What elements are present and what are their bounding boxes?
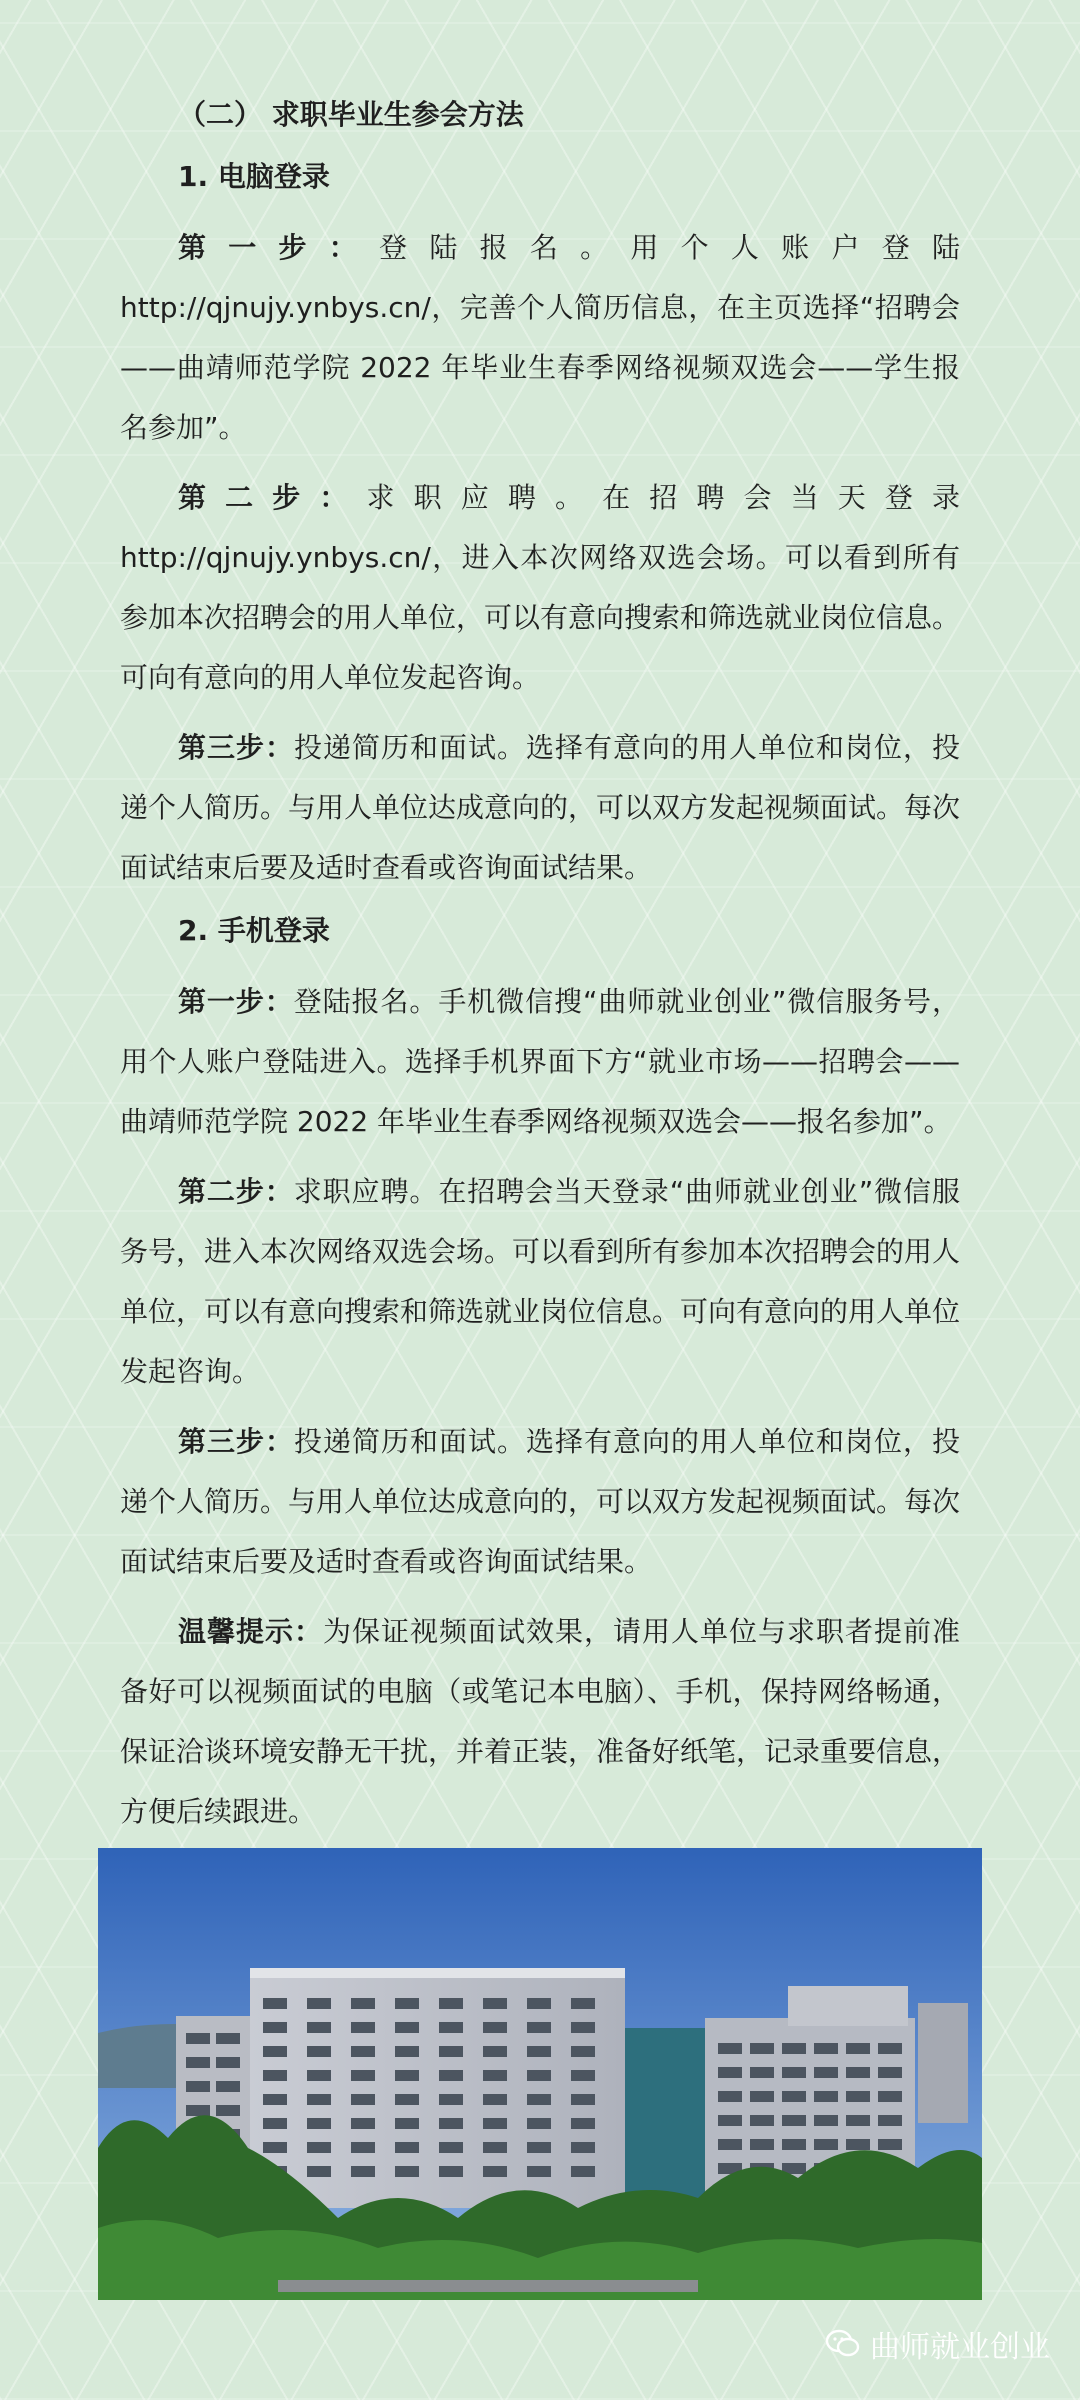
window [527,2166,551,2177]
window [186,2033,210,2044]
window [750,2091,774,2102]
window [782,2067,806,2078]
window [395,2094,419,2105]
window [782,2139,806,2150]
window [718,2067,742,2078]
window [483,2166,507,2177]
window [878,2043,902,2054]
window [351,1998,375,2009]
wechat-icon [826,2329,860,2359]
window [351,2142,375,2153]
window [395,2022,419,2033]
window [439,2022,463,2033]
step-text: 登陆报名。手机微信搜“曲师就业创业”微信服务号，用个人账户登陆进入。选择手机界面下方“就业市场——招聘会——曲靖师范学院 2022 年毕业生春季网络视频双选会——报名参加”。 [120,985,960,1138]
step-label: 第一步： [178,231,380,264]
pc-step-2 [120,468,960,708]
mobile-step-1 [120,972,960,1152]
tip-label: 温馨提示： [178,1615,323,1648]
window [307,2094,331,2105]
window [216,2057,240,2068]
window [750,2115,774,2126]
window [571,2094,595,2105]
window [307,2022,331,2033]
window [846,2115,870,2126]
window [351,2094,375,2105]
window [527,2070,551,2081]
window [571,2118,595,2129]
window [878,2115,902,2126]
glass-atrium [625,2028,705,2208]
step-text: 登陆报名。用个人账户登陆 http://qjnujy.ynbys.cn/，完善个人简历信息，在主页选择“招聘会——曲靖师范学院 2022 年毕业生春季网络视频双选会——学生报名参加”。 [120,231,960,444]
window [439,2142,463,2153]
window [395,2142,419,2153]
mobile-login-title: 2. 手机登录 [178,914,330,947]
window [307,2142,331,2153]
footer-brand [826,2322,1050,2366]
window [395,2118,419,2129]
pc-step-3 [120,718,960,898]
step-text: 求职应聘。在招聘会当天登录“曲师就业创业”微信服务号，进入本次网络双选会场。可以看到所有参加本次招聘会的用人单位，可以有意向搜索和筛选就业岗位信息。可向有意向的用人单位发起咨询。 [120,1175,961,1388]
window [439,2070,463,2081]
step-label: 第三步： [178,1425,294,1458]
window [527,2118,551,2129]
window [483,2022,507,2033]
window [307,2118,331,2129]
window [263,2118,287,2129]
pc-step-1 [120,218,960,458]
window [439,1998,463,2009]
pc-login-title: 1. 电脑登录 [178,160,330,193]
window [571,2022,595,2033]
window [527,1998,551,2009]
step-text: 求职应聘。在招聘会当天登录 http://qjnujy.ynbys.cn/，进入本次网络双选会场。可以看到所有参加本次招聘会的用人单位，可以有意向搜索和筛选就业岗位信息。可向有意向的用人单位发起咨询。 [120,481,961,694]
window [846,2067,870,2078]
article-body [120,92,960,1852]
step-label: 第一步： [178,985,294,1018]
window [846,2043,870,2054]
window [307,2070,331,2081]
step-label: 第二步： [178,481,367,514]
window [750,2139,774,2150]
tip-paragraph [120,1602,960,1842]
window [263,2142,287,2153]
window [750,2067,774,2078]
campus-photo-illustration [98,1848,982,2300]
window [571,2046,595,2057]
window [782,2091,806,2102]
window [718,2139,742,2150]
window [814,2067,838,2078]
window [878,2139,902,2150]
window [395,1998,419,2009]
window [216,2081,240,2092]
window [483,2094,507,2105]
window [263,2070,287,2081]
window [527,2022,551,2033]
far-right-tower [918,2003,968,2123]
window [571,2070,595,2081]
window [216,2033,240,2044]
window [718,2043,742,2054]
window [750,2043,774,2054]
window [571,2142,595,2153]
window [846,2091,870,2102]
step-text: 投递简历和面试。选择有意向的用人单位和岗位，投递个人简历。与用人单位达成意向的，可以双方发起视频面试。每次面试结束后要及适时查看或咨询面试结果。 [120,1425,961,1578]
window [351,2166,375,2177]
window [571,1998,595,2009]
window [263,2022,287,2033]
window [307,2046,331,2057]
mobile-step-2 [120,1162,960,1402]
step-label: 第三步： [178,731,294,764]
window [527,2142,551,2153]
section-title: （二） 求职毕业生参会方法 [178,98,524,131]
window [395,2070,419,2081]
window [814,2043,838,2054]
window [186,2105,210,2116]
window [878,2067,902,2078]
window [814,2091,838,2102]
main-building [250,1968,625,2208]
window [351,2070,375,2081]
window [186,2081,210,2092]
window [483,2070,507,2081]
window [395,2166,419,2177]
window [395,2046,419,2057]
window [527,2046,551,2057]
window [814,2139,838,2150]
campus-building-photo [98,1848,982,2300]
window [439,2046,463,2057]
window [846,2139,870,2150]
tip-text: 为保证视频面试效果，请用人单位与求职者提前准备好可以视频面试的电脑（或笔记本电脑）、手机，保持网络畅通，保证洽谈环境安静无干扰，并着正装，准备好纸笔，记录重要信息，方便后续跟进。 [120,1615,961,1828]
window [814,2115,838,2126]
window [263,2046,287,2057]
window [878,2091,902,2102]
step-label: 第二步： [178,1175,294,1208]
window [782,2115,806,2126]
window [483,2046,507,2057]
mobile-step-3 [120,1412,960,1592]
window [527,2094,551,2105]
window [718,2091,742,2102]
window [263,1998,287,2009]
window [439,2166,463,2177]
window [186,2057,210,2068]
step-text: 投递简历和面试。选择有意向的用人单位和岗位，投递个人简历。与用人单位达成意向的，可以双方发起视频面试。每次面试结束后要及适时查看或咨询面试结果。 [120,731,961,884]
window [351,2118,375,2129]
window [571,2166,595,2177]
window [263,2094,287,2105]
window [439,2094,463,2105]
footer-account-name: 曲师就业创业 [870,2330,1050,2365]
window [483,2142,507,2153]
window [718,2115,742,2126]
window [439,2118,463,2129]
window [483,1998,507,2009]
window [351,2046,375,2057]
window [307,2166,331,2177]
window [307,1998,331,2009]
road [278,2280,698,2292]
window [216,2105,240,2116]
window [351,2022,375,2033]
window [483,2118,507,2129]
window [782,2043,806,2054]
